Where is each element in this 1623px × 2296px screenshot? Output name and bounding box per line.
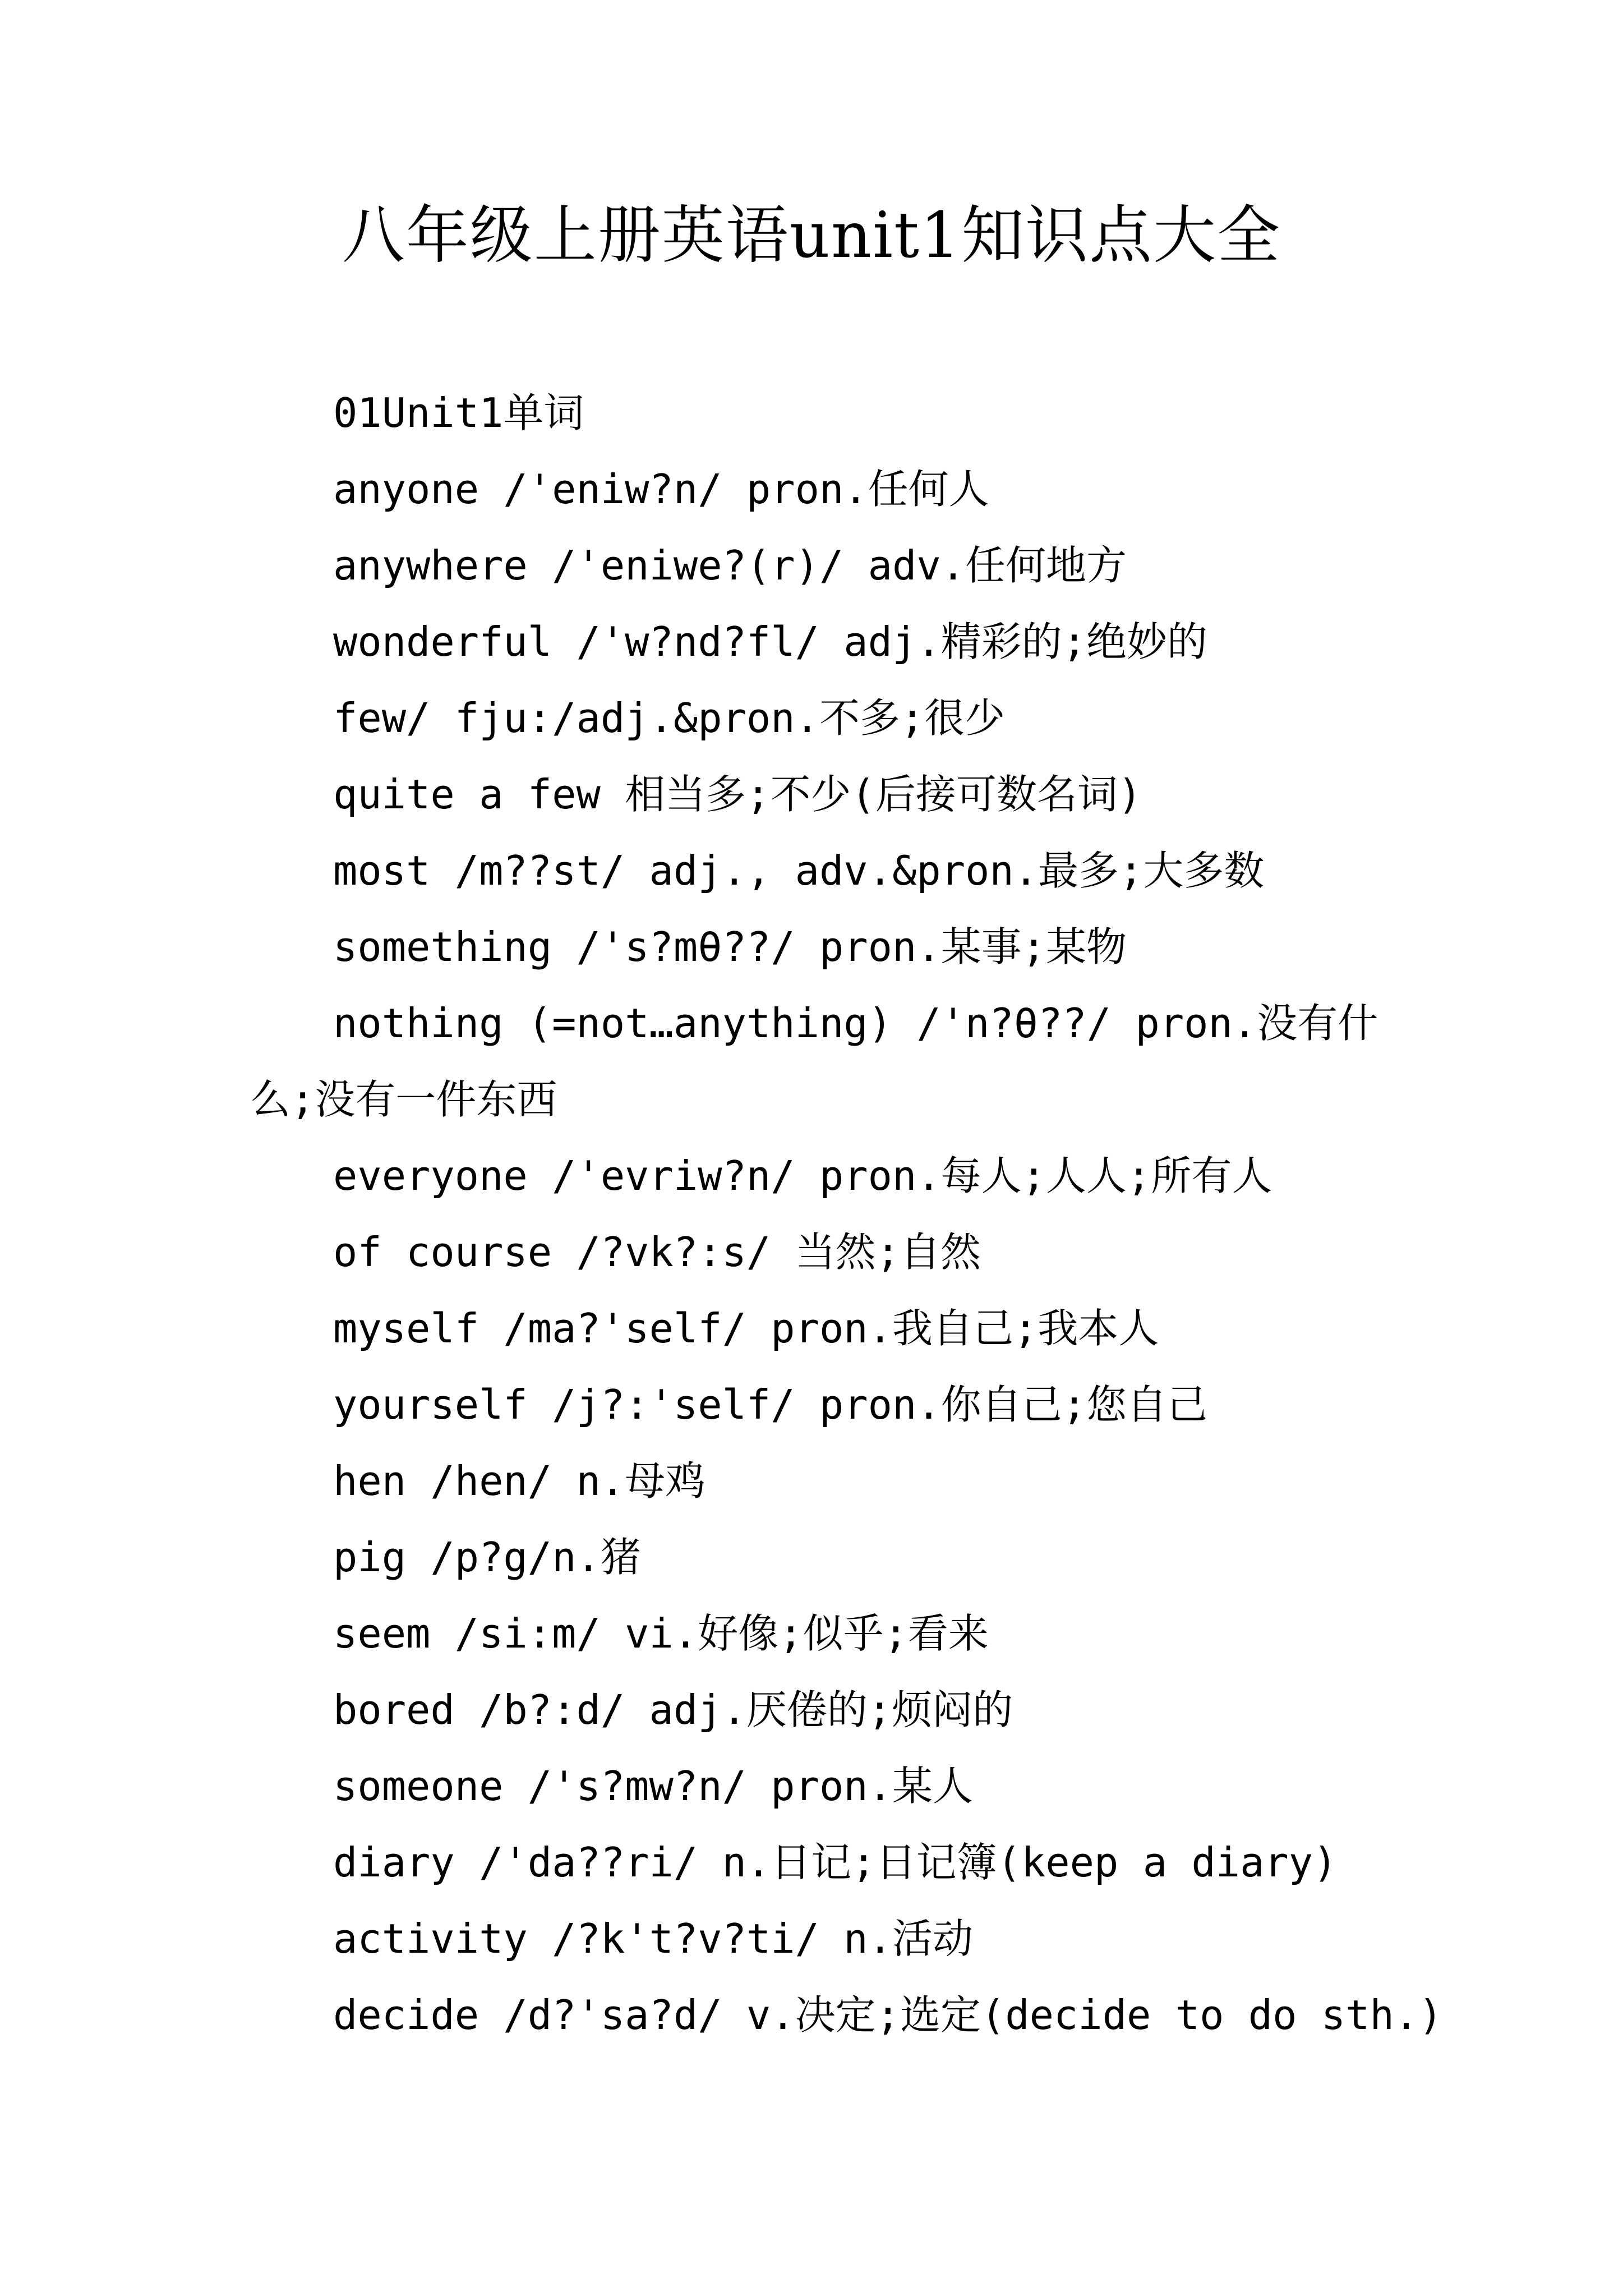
- vocab-entry-seem: seem /si:m/ vi.好像;似乎;看来: [333, 1610, 989, 1657]
- vocab-entry-anywhere: anywhere /'eniwe?(r)/ adv.任何地方: [333, 542, 1127, 589]
- vocab-entry-quite-a-few: quite a few 相当多;不少(后接可数名词): [333, 771, 1142, 818]
- vocab-entry-decide: decide /d?'sa?d/ v.决定;选定(decide to do sth.): [333, 1991, 1443, 2039]
- vocab-entry-everyone: everyone /'evriw?n/ pron.每人;人人;所有人: [333, 1152, 1272, 1199]
- vocab-entry-anyone: anyone /'eniw?n/ pron.任何人: [333, 466, 989, 513]
- vocab-entry-hen: hen /hen/ n.母鸡: [333, 1457, 706, 1504]
- page-title: 八年级上册英语unit1知识点大全: [342, 199, 1281, 272]
- vocab-entry-few: few/ fju:/adj.&pron.不多;很少: [333, 694, 1006, 742]
- vocab-entry-someone: someone /'s?mw?n/ pron.某人: [333, 1763, 973, 1810]
- vocabulary-list: [250, 375, 1443, 2053]
- vocab-entry-bored: bored /b?:d/ adj.厌倦的;烦闷的: [333, 1686, 1013, 1733]
- vocab-entry-something: something /'s?mθ??/ pron.某事;某物: [333, 923, 1127, 970]
- vocab-entry-most: most /m??st/ adj., adv.&pron.最多;大多数: [333, 847, 1265, 894]
- vocab-entry-of-course: of course /?vk?:s/ 当然;自然: [333, 1228, 981, 1276]
- vocab-entry-activity: activity /?k't?v?ti/ n.活动: [333, 1915, 973, 1962]
- vocab-entry-nothing: nothing (=not…anything) /'n?θ??/ pron.没有什么;没有一件东西: [250, 1000, 1378, 1123]
- section-heading: 01Unit1单词: [333, 389, 584, 436]
- vocab-entry-wonderful: wonderful /'w?nd?fl/ adj.精彩的;绝妙的: [333, 618, 1208, 665]
- vocab-entry-yourself: yourself /j?:'self/ pron.你自己;您自己: [333, 1381, 1208, 1428]
- vocab-entry-pig: pig /p?g/n.猪: [333, 1534, 641, 1581]
- vocab-entry-myself: myself /ma?'self/ pron.我自己;我本人: [333, 1305, 1159, 1352]
- vocab-entry-diary: diary /'da??ri/ n.日记;日记簿(keep a diary): [333, 1839, 1338, 1886]
